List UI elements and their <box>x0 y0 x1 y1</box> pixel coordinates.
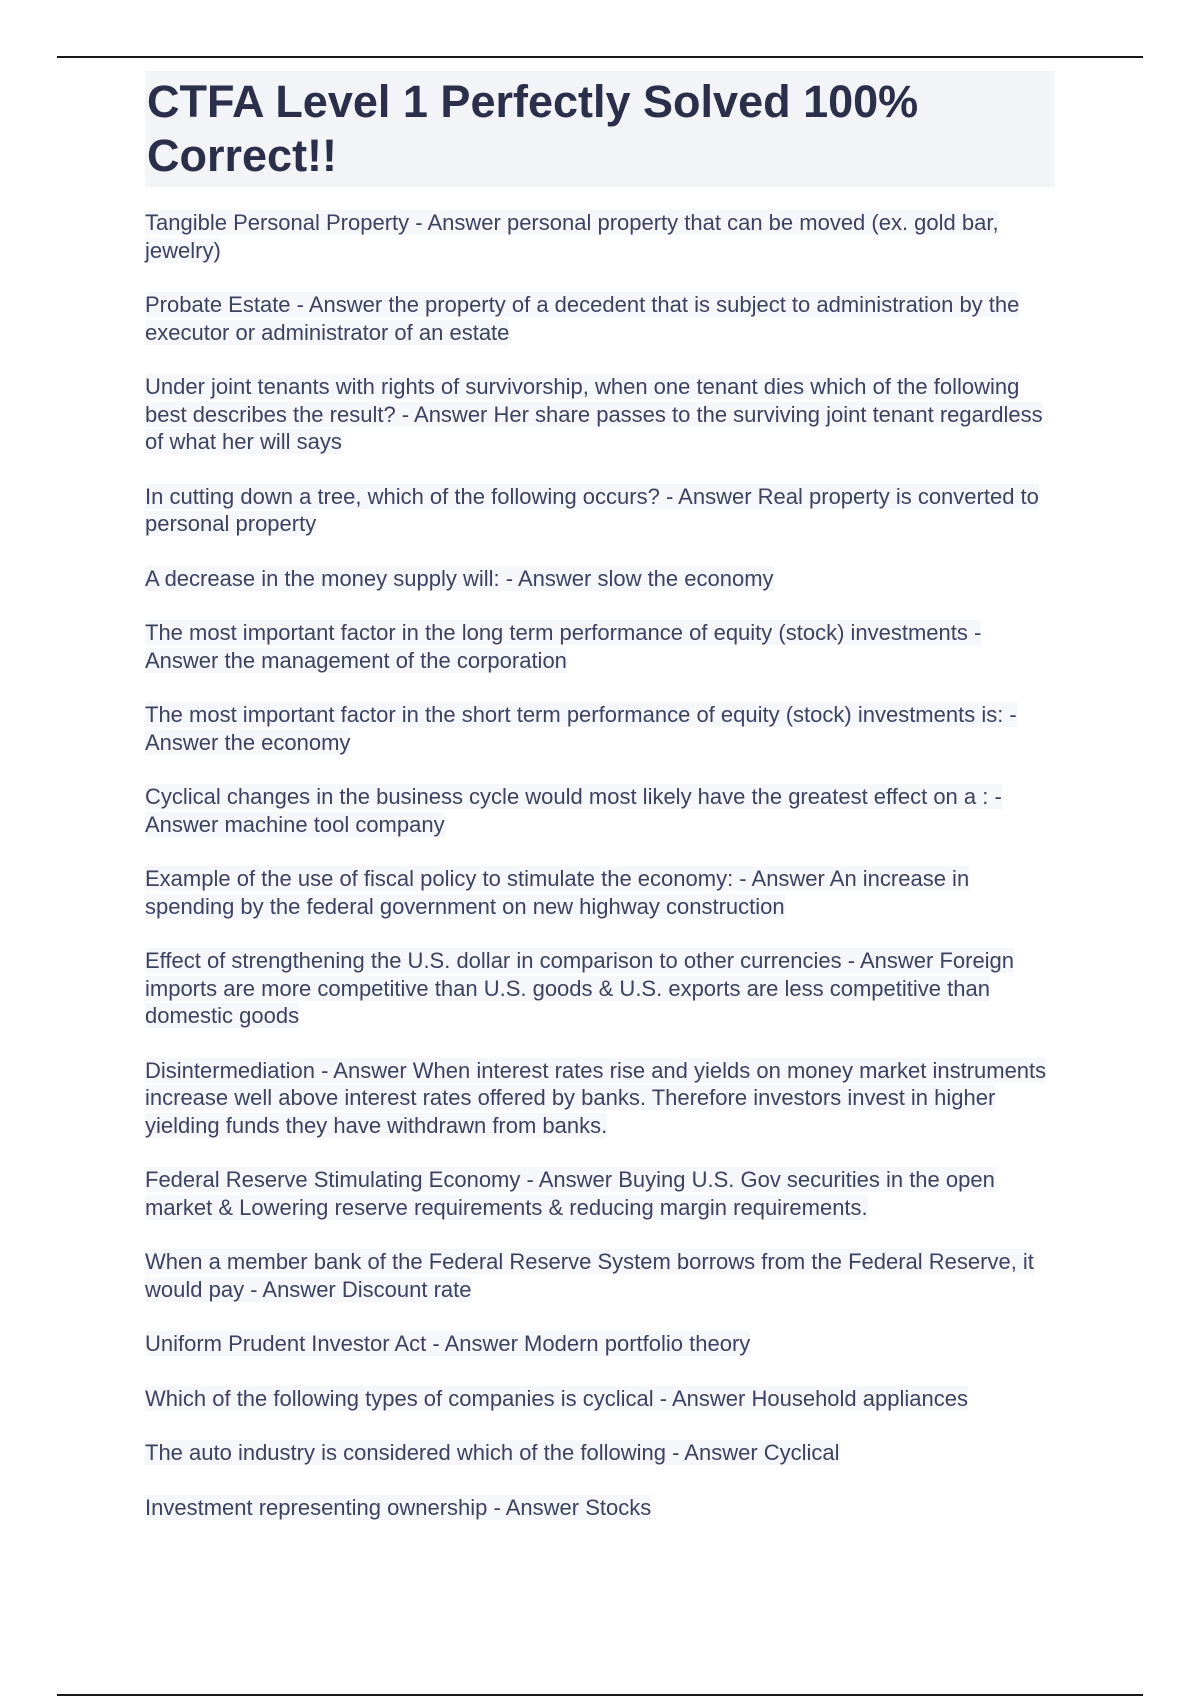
qa-text: Probate Estate - Answer the property of a decedent that is subject to administration by the executor or administrator of an estate <box>145 292 1020 345</box>
qa-text: Under joint tenants with rights of survivorship, when one tenant dies which of the following best describes the result? - Answer Her share passes to the surviving joint tenant regardless of what her will says <box>145 374 1043 454</box>
qa-item <box>145 1494 1055 1522</box>
qa-text: Disintermediation - Answer When interest rates rise and yields on money market instruments increase well above interest rates offered by banks. Therefore investors invest in higher yielding funds they have withdrawn from banks. <box>145 1057 1047 1138</box>
title-block <box>145 71 1055 187</box>
qa-item <box>145 373 1055 456</box>
qa-item <box>145 1439 1055 1467</box>
qa-text: The most important factor in the short term performance of equity (stock) investments is: - Answer the economy <box>145 702 1017 755</box>
qa-item <box>145 1057 1055 1140</box>
qa-item <box>145 947 1055 1030</box>
qa-item <box>145 1248 1055 1303</box>
qa-text: A decrease in the money supply will: - Answer slow the economy <box>145 565 774 591</box>
qa-item <box>145 483 1055 538</box>
qa-text: The most important factor in the long term performance of equity (stock) investments - Answer the management of the corporation <box>145 620 982 673</box>
qa-item <box>145 565 1055 593</box>
qa-item <box>145 209 1055 264</box>
qa-item <box>145 1166 1055 1221</box>
qa-text: Tangible Personal Property - Answer personal property that can be moved (ex. gold bar, jewelry) <box>145 210 999 263</box>
page-title: CTFA Level 1 Perfectly Solved 100% Correct!! <box>147 76 919 181</box>
qa-item <box>145 619 1055 674</box>
qa-text: Which of the following types of companies is cyclical - Answer Household appliances <box>145 1385 968 1411</box>
qa-text: In cutting down a tree, which of the following occurs? - Answer Real property is converted to personal property <box>145 483 1039 536</box>
bottom-divider <box>57 1694 1143 1696</box>
qa-text: Cyclical changes in the business cycle would most likely have the greatest effect on a : - Answer machine tool company <box>145 784 1002 837</box>
qa-text: Uniform Prudent Investor Act - Answer Modern portfolio theory <box>145 1331 751 1356</box>
qa-text: Effect of strengthening the U.S. dollar in comparison to other currencies - Answer Foreign imports are more competitive than U.S. goods & U.S. exports are less competitive than domestic goods <box>145 948 1015 1028</box>
qa-item <box>145 701 1055 756</box>
qa-text: The auto industry is considered which of the following - Answer Cyclical <box>145 1440 840 1465</box>
qa-item <box>145 1330 1055 1358</box>
qa-text: Example of the use of fiscal policy to stimulate the economy: - Answer An increase in spending by the federal government on new highway construction <box>145 866 970 919</box>
document-body <box>145 71 1055 1548</box>
qa-item <box>145 1385 1055 1413</box>
qa-text: Federal Reserve Stimulating Economy - Answer Buying U.S. Gov securities in the open market & Lowering reserve requirements & reducing margin requirements. <box>145 1167 995 1220</box>
qa-item <box>145 865 1055 920</box>
qa-list <box>145 209 1055 1521</box>
qa-item <box>145 291 1055 346</box>
top-divider <box>57 56 1143 58</box>
qa-text: When a member bank of the Federal Reserve System borrows from the Federal Reserve, it would pay - Answer Discount rate <box>145 1249 1034 1302</box>
qa-text: Investment representing ownership - Answer Stocks <box>145 1494 652 1520</box>
qa-item <box>145 783 1055 838</box>
